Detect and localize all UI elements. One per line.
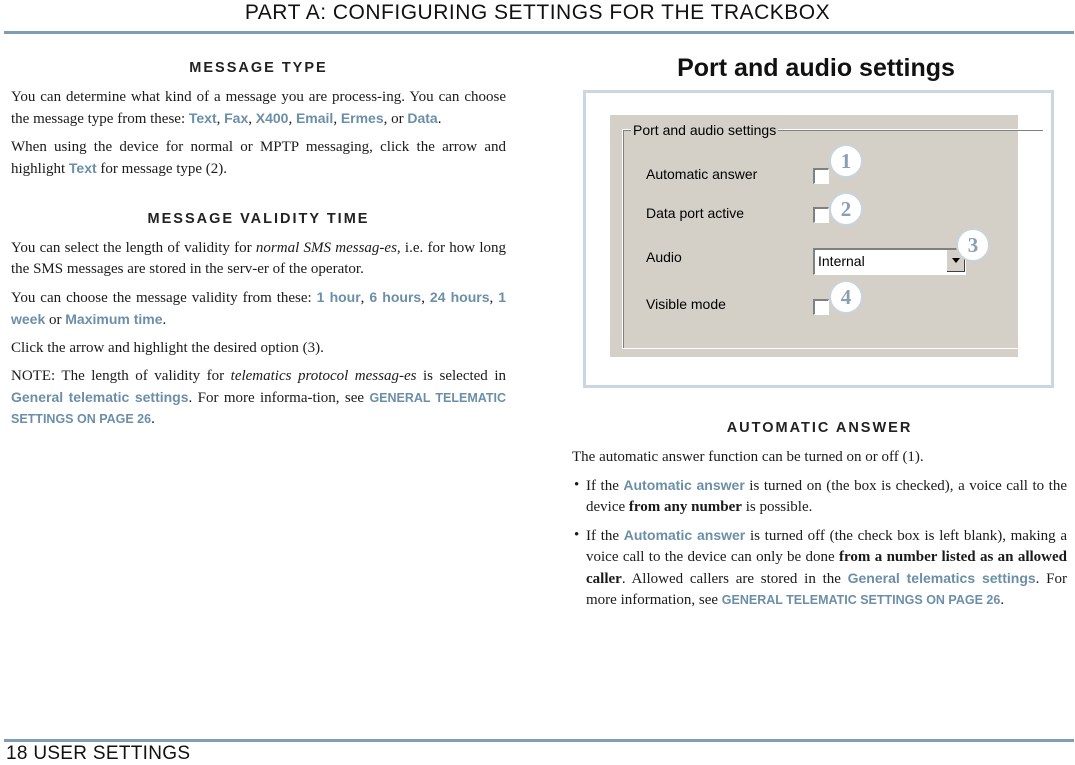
text: is selected in — [416, 368, 506, 384]
visible-mode-checkbox[interactable] — [813, 299, 829, 315]
page-reference-link[interactable]: GENERAL TELEMATIC SETTINGS ON PAGE 26 — [721, 593, 1001, 607]
right-column — [572, 418, 1067, 618]
sep: , — [333, 111, 341, 127]
callout-2: 2 — [829, 192, 863, 226]
port-audio-dialog — [610, 115, 1018, 357]
option-maximum-time: Maximum time — [65, 311, 163, 327]
text: NOTE: The length of validity for — [11, 368, 231, 384]
audio-dropdown[interactable] — [813, 248, 966, 275]
validity-instruction: Click the arrow and highlight the desired option (3). — [11, 340, 324, 356]
automatic-answer-term: Automatic answer — [623, 527, 746, 543]
option-24-hours: 24 hours — [429, 289, 490, 305]
audio-label: Audio — [646, 249, 682, 265]
figure-frame — [583, 90, 1054, 388]
text: If the — [586, 528, 624, 544]
option-data: Data — [407, 110, 438, 126]
automatic-answer-intro: The automatic answer function can be turned on or off (1). — [572, 449, 924, 465]
data-port-active-label: Data port active — [646, 205, 745, 221]
bold-text: from a number listed as an allowed caller — [586, 549, 1067, 587]
automatic-answer-checkbox[interactable] — [813, 168, 829, 184]
visible-mode-label: Visible mode — [646, 296, 726, 312]
text: . — [151, 411, 155, 427]
groupbox-title: Port and audio settings — [633, 122, 777, 138]
general-telematics-settings-link[interactable]: General telematics settings — [847, 570, 1036, 586]
sep: , — [248, 111, 256, 127]
text: . For more informa-tion, see — [188, 390, 370, 406]
text: for message type (2). — [96, 161, 228, 177]
general-telematic-settings-link[interactable]: General telematic settings — [11, 389, 189, 405]
callout-3: 3 — [956, 228, 990, 262]
text: You can select the length of validity for — [11, 240, 256, 256]
text: If the — [586, 478, 624, 494]
option-x400: X400 — [255, 110, 289, 126]
message-type-paragraph — [11, 87, 506, 130]
header-rule — [4, 31, 1074, 34]
validity-heading: MESSAGE VALIDITY TIME — [147, 211, 370, 227]
callout-4: 4 — [829, 280, 863, 314]
validity-paragraph — [11, 238, 506, 280]
text: . — [1000, 592, 1005, 608]
option-ermes: Ermes — [340, 110, 384, 126]
bullet-icon: • — [574, 527, 580, 543]
sep: , — [216, 111, 225, 127]
validity-note — [11, 366, 506, 430]
sep: , — [489, 290, 499, 306]
message-type-instruction — [11, 137, 506, 180]
footer-rule — [4, 739, 1074, 742]
automatic-answer-label: Automatic answer — [646, 166, 758, 182]
sep: . — [437, 111, 442, 127]
callout-1: 1 — [829, 144, 863, 178]
bullet-icon: • — [574, 477, 580, 493]
message-type-heading: MESSAGE TYPE — [189, 60, 328, 76]
option-fax: Fax — [224, 110, 249, 126]
text: You can determine what kind of a message you are process-ing. You can choose the message type from these: — [11, 89, 506, 127]
option-1-week: 1 week — [11, 289, 506, 327]
option-6-hours: 6 hours — [369, 289, 422, 305]
emphasis: normal SMS messag-es — [255, 240, 397, 256]
emphasis: telematics protocol messag-es — [230, 368, 417, 384]
text: is turned off (the check box is left blank), making a voice call to the device can only be done — [586, 528, 1067, 565]
bold-text: from any number — [628, 499, 742, 515]
audio-selected-value: Internal — [818, 253, 865, 269]
figure-title: Port and audio settings — [677, 54, 955, 82]
text: . Allowed callers are stored in the — [621, 571, 848, 587]
text: When using the device for normal or MPTP messaging, click the arrow and highlight — [11, 139, 506, 177]
sep: , — [360, 290, 370, 306]
text: . For more information, see — [586, 571, 1067, 608]
sep: or — [45, 312, 66, 328]
data-port-active-checkbox[interactable] — [813, 207, 829, 223]
text: is possible. — [741, 499, 813, 515]
sep: , — [288, 111, 296, 127]
sep: , — [421, 290, 430, 306]
sep: . — [162, 312, 167, 328]
automatic-answer-term: Automatic answer — [623, 477, 745, 493]
bullet-item — [572, 525, 1067, 611]
option-1-hour: 1 hour — [316, 289, 361, 305]
text: You can choose the message validity from these: — [11, 290, 317, 306]
validity-options — [11, 287, 506, 331]
option-text: Text — [68, 160, 97, 176]
text: is turned on (the box is checked), a voice call to the device — [586, 478, 1067, 515]
option-email: Email — [295, 110, 334, 126]
page-header: PART A: CONFIGURING SETTINGS FOR THE TRACKBOX — [244, 1, 831, 24]
option-text: Text — [188, 110, 217, 126]
left-column — [11, 58, 506, 437]
page-footer: 18 USER SETTINGS — [6, 743, 191, 764]
sep: , or — [383, 111, 408, 127]
text: , i.e. for how long the SMS messages are stored in the serv-er of the operator. — [11, 240, 506, 277]
automatic-answer-heading: AUTOMATIC ANSWER — [726, 420, 913, 436]
page-reference-link[interactable]: GENERAL TELEMATIC SETTINGS ON PAGE 26 — [11, 391, 506, 426]
bullet-item — [572, 475, 1067, 518]
